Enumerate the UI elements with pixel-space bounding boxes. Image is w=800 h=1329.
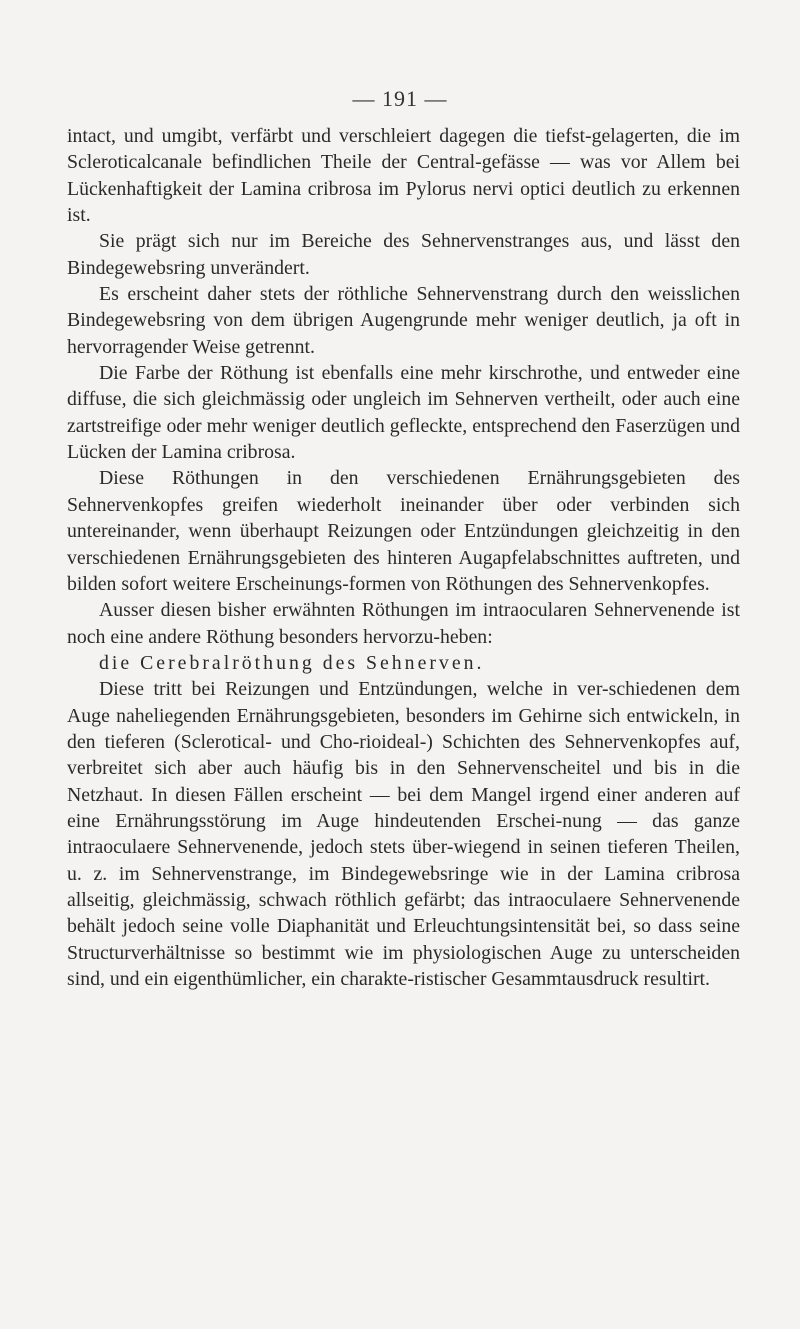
page-number-header: — 191 —: [352, 86, 448, 111]
paragraph: Ausser diesen bisher erwähnten Röthungen im intraocularen Sehnervenende ist noch eine andere Röthung besonders hervorzu-heben:: [67, 599, 740, 648]
body-text: [67, 123, 740, 992]
paragraph: Es erscheint daher stets der röthliche Sehnervenstrang durch den weisslichen Bindegewebsring von dem übrigen Augengrunde mehr weniger deutlich, ja oft in hervorragender Weise getrennt.: [67, 283, 740, 358]
paragraph: Sie prägt sich nur im Bereiche des Sehnervenstranges aus, und lässt den Bindegewebsring unverändert.: [67, 230, 740, 279]
paragraph: Diese Röthungen in den verschiedenen Ernährungsgebieten des Sehnervenkopfes greifen wiederholt ineinander über oder verbinden sich untereinander, wenn überhaupt Reizungen oder Entzündungen gleichzeitig in den verschiedenen Ernährungsgebieten des hinteren Augapfelabschnittes auftreten, und bilden sofort weitere Erscheinungs-formen von Röthungen des Sehnervenkopfes.: [67, 467, 740, 595]
paragraph: Die Farbe der Röthung ist ebenfalls eine mehr kirschrothe, und entweder eine diffuse, die sich gleichmässig oder ungleich im Sehnerven vertheilt, oder auch eine zartstreifige oder mehr weniger deutlich gefleckte, entsprechend den Faserzügen und Lücken der Lamina cribrosa.: [67, 362, 740, 464]
section-subheading: die Cerebralröthung des Sehnerven.: [99, 651, 485, 674]
paragraph: intact, und umgibt, verfärbt und verschleiert dagegen die tiefst-gelagerten, die im Scleroticalcanale befindlichen Theile der Central-gefässe — was vor Allem bei Lückenhaftigkeit der Lamina cribrosa im Pylorus nervi optici deutlich zu erkennen ist.: [67, 125, 740, 227]
paragraph: Diese tritt bei Reizungen und Entzündungen, welche in ver-schiedenen dem Auge naheliegenden Ernährungsgebieten, besonders im Gehirne sich entwickeln, in den tieferen (Sclerotical- und Cho-rioideal-) Schichten des Sehnervenkopfes auf, verbreitet sich aber auch häufig bis in den Sehnervenscheitel und bis in die Netzhaut. In diesen Fällen erscheint — bei dem Mangel irgend einer anderen auf eine Ernährungsstörung im Auge hindeutenden Erschei-nung — das ganze intraoculaere Sehnervenende, jedoch stets über-wiegend in seinen tieferen Theilen, u. z. im Sehnervenstrange, im Bindegewebsringe wie in der Lamina cribrosa allseitig, gleichmässig, schwach röthlich gefärbt; das intraoculaere Sehnervenende behält jedoch seine volle Diaphanität und Erleuchtungsintensität bei, so dass seine Structurverhältnisse so bestimmt wie im physiologischen Auge zu unterscheiden sind, und ein eigenthümlicher, ein charakte-ristischer Gesammtausdruck resultirt.: [67, 678, 740, 990]
